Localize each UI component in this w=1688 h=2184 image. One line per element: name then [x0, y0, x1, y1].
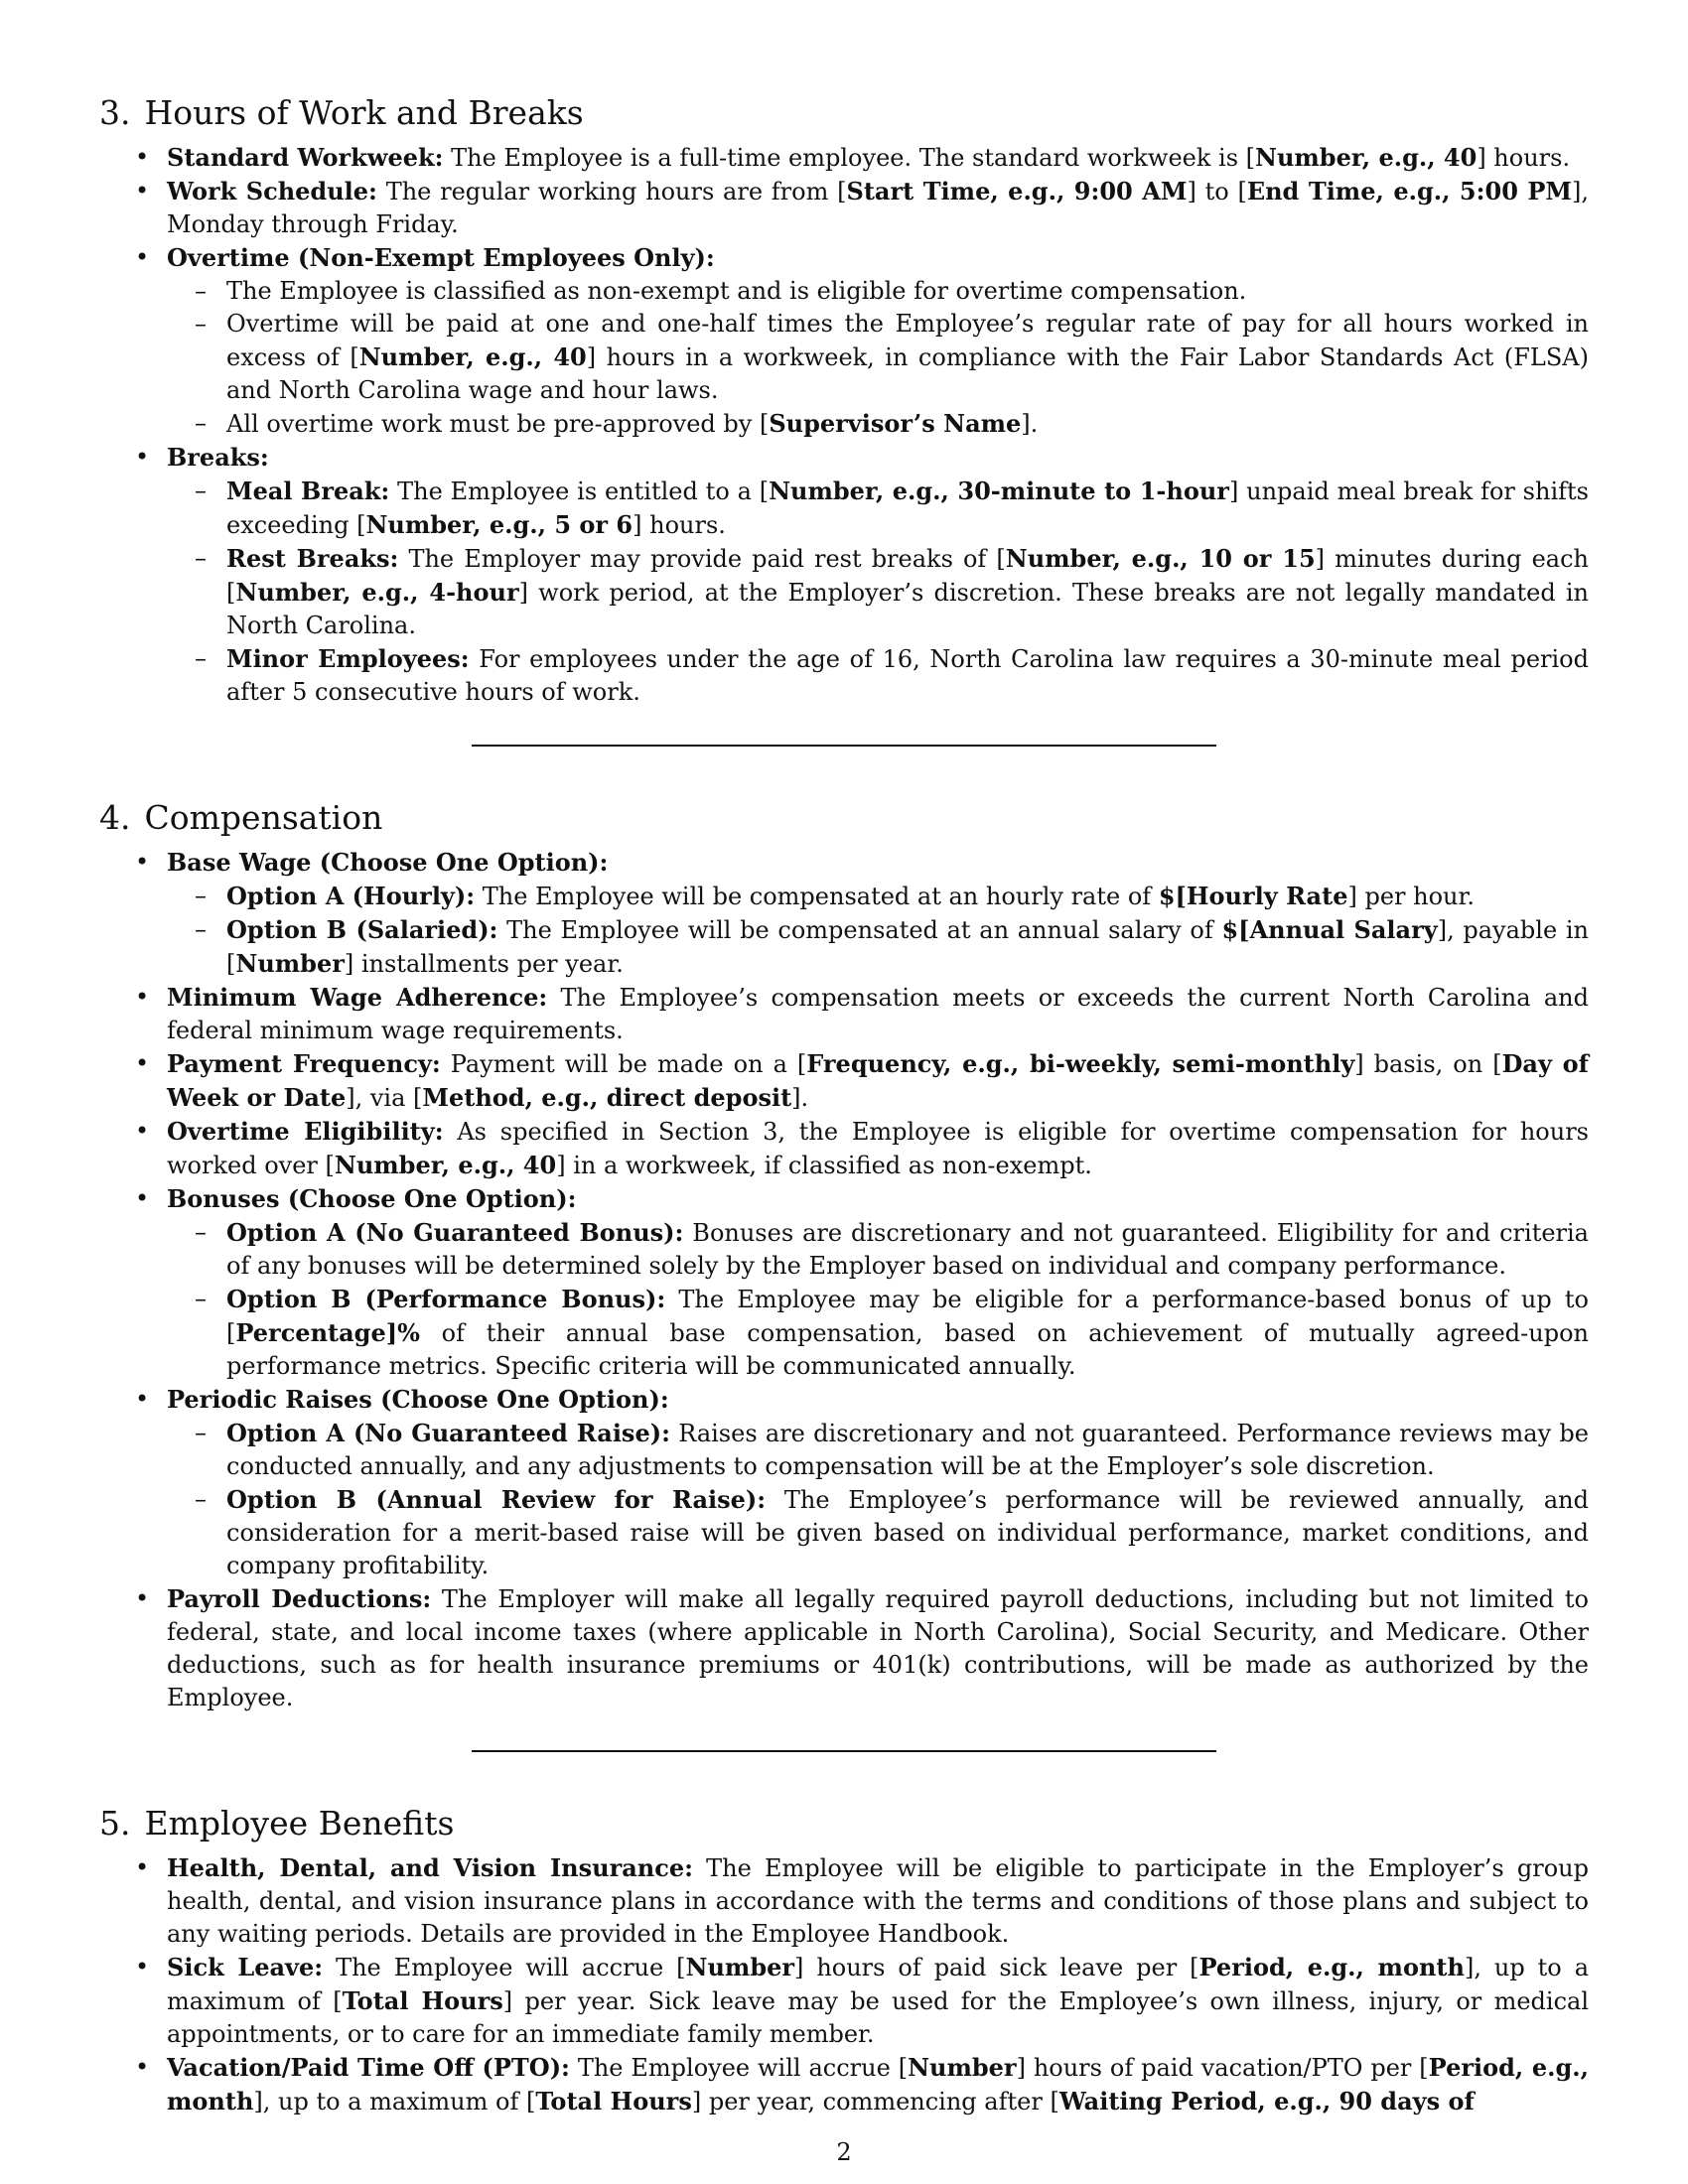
list-item: • Sick Leave: The Employee will accrue [Number] hours of paid sick leave per [Period, e.g., month], up to a maximum of [Total Hours] per year. Sick leave may be used for the Employee’s own illness, injury, or medical appointments, or to care for an immediate family member.	[99, 1951, 1589, 2051]
list-item: • Base Wage (Choose One Option): – Option A (Hourly): The Employee will be compensated at an hourly rate of $[Hourly Rate] per hour. – Option B (Salaried): The Employee will be compensated at an annual salary of $[Annual Salary], payable in [Number] installments per year.	[99, 846, 1589, 981]
section-list	[99, 141, 1589, 709]
page-number: 2	[836, 2138, 852, 2166]
sub-list	[167, 1417, 1589, 1582]
sub-list-item: – Option A (No Guaranteed Raise): Raises are discretionary and not guaranteed. Performance reviews may be conducted annually, and any adjustments to compensation will be at the Employer’s sole discretion.	[167, 1417, 1589, 1483]
list-item: • Breaks: – Meal Break: The Employee is entitled to a [Number, e.g., 30-minute to 1-hour] unpaid meal break for shifts exceeding [Number, e.g., 5 or 6] hours. – Rest Breaks: The Employer may provide paid rest breaks of [Number, e.g., 10 or 15] minutes during each [Number, e.g., 4-hour] work period, at the Employer’s discretion. These breaks are not legally mandated in North Carolina. – Minor Employees: For employees under the age of 16, North Carolina law requires a 30-minute meal period after 5 consecutive hours of work.	[99, 441, 1589, 709]
document-page	[99, 91, 1589, 2118]
list-item: • Overtime (Non-Exempt Employees Only): – The Employee is classified as non-exempt and is eligible for overtime compensation. – Overtime will be paid at one and one-half times the Employee’s regular rate of pay for all hours worked in excess of [Number, e.g., 40] hours in a workweek, in compliance with the Fair Labor Standards Act (FLSA) and North Carolina wage and hour laws. – All overtime work must be pre-approved by [Supervisor’s Name].	[99, 241, 1589, 441]
list-item: • Periodic Raises (Choose One Option): – Option A (No Guaranteed Raise): Raises are discretionary and not guaranteed. Performance reviews may be conducted annually, and any adjustments to compensation will be at the Employer’s sole discretion. – Option B (Annual Review for Raise): The Employee’s performance will be reviewed annually, and consideration for a merit-based raise will be given based on individual performance, market conditions, and company profitability.	[99, 1383, 1589, 1582]
sub-list-item: – The Employee is classified as non-exempt and is eligible for overtime compensation.	[167, 275, 1589, 308]
list-item: • Health, Dental, and Vision Insurance: The Employee will be eligible to participate in the Employer’s group health, dental, and vision insurance plans in accordance with the terms and conditions of those plans and subject to any waiting periods. Details are provided in the Employee Handbook.	[99, 1851, 1589, 1951]
sub-list-item: – Option B (Performance Bonus): The Employee may be eligible for a performance-based bonus of up to [Percentage]% of their annual base compensation, based on achievement of mutually agreed-upon performance metrics. Specific criteria will be communicated annually.	[167, 1283, 1589, 1383]
list-item: • Bonuses (Choose One Option): – Option A (No Guaranteed Bonus): Bonuses are discretionary and not guaranteed. Eligibility for and criteria of any bonuses will be determined solely by the Employer based on individual and company performance. – Option B (Performance Bonus): The Employee may be eligible for a performance-based bonus of up to [Percentage]% of their annual base compensation, based on achievement of mutually agreed-upon performance metrics. Specific criteria will be communicated annually.	[99, 1182, 1589, 1383]
sub-list-item: – Option A (No Guaranteed Bonus): Bonuses are discretionary and not guaranteed. Eligibility for and criteria of any bonuses will be determined solely by the Employer based on individual and company performance.	[167, 1216, 1589, 1283]
sub-list-item: – Option B (Salaried): The Employee will be compensated at an annual salary of $[Annual Salary], payable in [Number] installments per year.	[167, 913, 1589, 981]
section-heading: 3. Hours of Work and Breaks	[99, 93, 584, 132]
sub-list-item: – Option B (Annual Review for Raise): The Employee’s performance will be reviewed annually, and consideration for a merit-based raise will be given based on individual performance, market conditions, and company profitability.	[167, 1483, 1589, 1582]
list-item: • Minimum Wage Adherence: The Employee’s compensation meets or exceeds the current North Carolina and federal minimum wage requirements.	[99, 981, 1589, 1047]
sub-list	[167, 880, 1589, 981]
sub-list-item: – Overtime will be paid at one and one-half times the Employee’s regular rate of pay for all hours worked in excess of [Number, e.g., 40] hours in a workweek, in compliance with the Fair Labor Standards Act (FLSA) and North Carolina wage and hour laws.	[167, 308, 1589, 407]
list-item: • Standard Workweek: The Employee is a full-time employee. The standard workweek is [Number, e.g., 40] hours.	[99, 141, 1589, 175]
list-item: • Payroll Deductions: The Employer will make all legally required payroll deductions, including but not limited to federal, state, and local income taxes (where applicable in North Carolina), Social Security, and Medicare. Other deductions, such as for health insurance premiums or 401(k) contributions, will be made as authorized by the Employee.	[99, 1582, 1589, 1714]
sub-list-item: – Minor Employees: For employees under the age of 16, North Carolina law requires a 30-minute meal period after 5 consecutive hours of work.	[167, 642, 1589, 709]
section-list	[99, 846, 1589, 1714]
section-divider	[472, 1750, 1216, 1752]
section-heading: 5. Employee Benefits	[99, 1804, 455, 1843]
sub-list	[167, 475, 1589, 709]
sub-list-item: – Meal Break: The Employee is entitled to a [Number, e.g., 30-minute to 1-hour] unpaid meal break for shifts exceeding [Number, e.g., 5 or 6] hours.	[167, 475, 1589, 542]
sub-list-item: – Rest Breaks: The Employer may provide paid rest breaks of [Number, e.g., 10 or 15] minutes during each [Number, e.g., 4-hour] work period, at the Employer’s discretion. These breaks are not legally mandated in North Carolina.	[167, 542, 1589, 642]
sub-list-item: – All overtime work must be pre-approved by [Supervisor’s Name].	[167, 407, 1589, 441]
section-heading: 4. Compensation	[99, 798, 383, 837]
list-item: • Work Schedule: The regular working hours are from [Start Time, e.g., 9:00 AM] to [End Time, e.g., 5:00 PM], Monday through Friday.	[99, 175, 1589, 241]
list-item: • Overtime Eligibility: As specified in Section 3, the Employee is eligible for overtime compensation for hours worked over [Number, e.g., 40] in a workweek, if classified as non-exempt.	[99, 1115, 1589, 1182]
sub-list	[167, 1216, 1589, 1383]
section-list	[99, 1851, 1589, 2118]
sub-list-item: – Option A (Hourly): The Employee will be compensated at an hourly rate of $[Hourly Rate] per hour.	[167, 880, 1589, 913]
sub-list	[167, 275, 1589, 441]
list-item: • Vacation/Paid Time Off (PTO): The Employee will accrue [Number] hours of paid vacation/PTO per [Period, e.g., month], up to a maximum of [Total Hours] per year, commencing after [Waiting Period, e.g., 90 days of	[99, 2051, 1589, 2118]
list-item: • Payment Frequency: Payment will be made on a [Frequency, e.g., bi-weekly, semi-monthly] basis, on [Day of Week or Date], via [Method, e.g., direct deposit].	[99, 1047, 1589, 1115]
section-divider	[472, 745, 1216, 747]
